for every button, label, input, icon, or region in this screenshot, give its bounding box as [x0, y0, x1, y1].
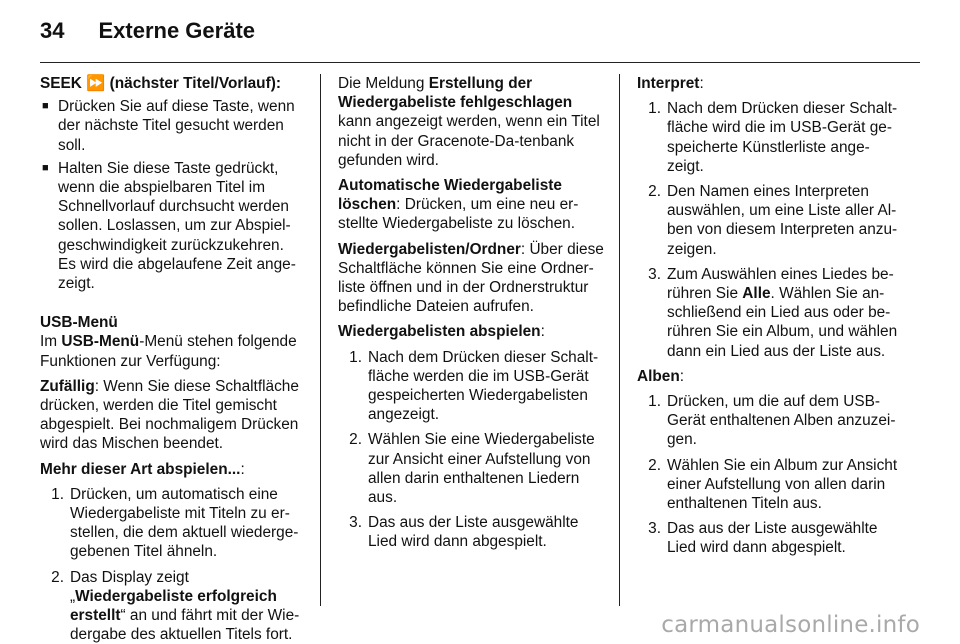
list-item: [40, 485, 302, 562]
list-item: [338, 430, 604, 507]
failure-message-term: Erstellung der Wiedergabeliste fehlgeschlagen: [338, 75, 573, 112]
list-text: Wählen Sie eine Wiedergabeliste zur Ansicht einer Aufstellung von allen darin enthaltenen Liedern aus.: [368, 431, 595, 507]
list-text: Nach dem Drücken dieser Schalt-fläche wird die im USB-Gerät ge-speicherte Künstlerliste ange-zeigt.: [667, 100, 898, 175]
seek-heading: SEEK ⏩ (nächster Titel/Vorlauf):: [40, 75, 281, 92]
list-item: [338, 348, 604, 425]
list-item: [40, 568, 302, 644]
auto-delete-label: Automatische Wiedergabeliste löschen: [338, 177, 562, 214]
list-number: 2.: [51, 568, 64, 586]
paragraph-text: kann angezeigt werden, wenn ein Titel nicht in der Gracenote-Da-tenbank gefunden wird.: [338, 113, 600, 169]
list-number: 1.: [349, 348, 362, 366]
column-1: [40, 74, 302, 644]
bullet-marker: ■: [42, 161, 49, 174]
zufaellig-text: : Wenn Sie diese Schaltfläche drücken, werden die Titel gemischt abgespielt. Bei nochmaligem Drücken wird das Mischen beendet.: [40, 377, 299, 453]
list-number: 1.: [648, 100, 661, 118]
alben-heading: [637, 367, 903, 386]
bullet-item: [40, 159, 302, 293]
column-3: [637, 74, 903, 558]
folders-label: Wiedergabelisten/Ordner: [338, 240, 521, 258]
usb-intro-rest: -Menü stehen folgende Funktionen zur Verfügung:: [40, 333, 297, 370]
alle-term: Alle: [742, 285, 771, 303]
bullet-marker: ■: [42, 100, 49, 113]
mehr-heading: [40, 460, 302, 479]
auto-delete-paragraph: [338, 176, 604, 234]
list-item: [637, 99, 903, 176]
header-rule: [40, 62, 920, 63]
page-header: [40, 18, 255, 50]
list-number: 1.: [51, 485, 64, 503]
list-number: 2.: [349, 431, 362, 449]
page-number: 34: [40, 18, 65, 43]
bullet-item: [40, 97, 302, 155]
playlists-colon: :: [540, 323, 545, 341]
usb-intro-text: Im: [40, 333, 62, 351]
alben-label: Alben: [637, 367, 680, 385]
bullet-text: Drücken Sie auf diese Taste, wenn der nächste Titel gesucht werden soll.: [58, 98, 295, 154]
interpret-label: Interpret: [637, 75, 700, 92]
list-item: [637, 182, 903, 259]
interpret-colon: :: [699, 75, 704, 92]
auto-delete-text: : Drücken, um eine neu er-stellte Wiedergabeliste zu löschen.: [338, 196, 579, 233]
mehr-label: Mehr dieser Art abspielen...: [40, 460, 241, 478]
column-2: [338, 74, 604, 552]
folders-paragraph: [338, 240, 604, 317]
interpret-heading: [637, 74, 903, 93]
list-item: [338, 513, 604, 551]
list-number: 2.: [648, 183, 661, 201]
folders-text: : Über diese Schaltfläche können Sie eine Ordner-liste öffnen und in der Ordnerstruktur befindliche Dateien aufrufen.: [338, 240, 604, 316]
list-number: 3.: [648, 520, 661, 538]
list-text: Drücken, um die auf dem USB-Gerät enthaltenen Alben anzuzei-gen.: [667, 393, 896, 449]
playlists-heading: [338, 322, 604, 341]
column-divider-2: [619, 74, 620, 606]
list-number: 2.: [648, 456, 661, 474]
bullet-text: Halten Sie diese Taste gedrückt, wenn die abspielbaren Titel im Schnellvorlauf durchsucht werden sollen. Loslassen, um zur Abspiel-geschwindigkeit zurückzukehren. Es wird die abgelaufene Zeit ange-zeigt.: [58, 159, 296, 293]
list-text-part: “ an und fährt mit der Wie-dergabe des aktuellen Titels fort.: [70, 607, 300, 644]
paragraph-text: Die Meldung: [338, 75, 429, 92]
list-text: Drücken, um automatisch eine Wiedergabeliste mit Titeln zu er-stellen, die dem aktuell wiederge-gebenen Titel ähneln.: [70, 485, 299, 561]
list-number: 3.: [349, 514, 362, 532]
list-text-part: . Wählen Sie an-schließend ein Lied aus oder be-rühren Sie ein Album, und wählen dann ein Lied aus der Liste aus.: [667, 285, 898, 360]
list-text: Wählen Sie ein Album zur Ansicht einer Aufstellung von allen darin enthaltenen Titeln aus.: [667, 456, 898, 513]
list-text: [70, 568, 302, 644]
message-term: Wiedergabeliste erfolgreich erstellt: [70, 587, 277, 625]
watermark: carmanualsonline.info: [661, 612, 920, 638]
list-text: Den Namen eines Interpreten auswählen, um eine Liste aller Al-ben von diesem Interpreten anzu-zeigen.: [667, 183, 898, 258]
list-item: [637, 265, 903, 361]
playlists-label: Wiedergabelisten abspielen: [338, 323, 541, 341]
alben-colon: :: [679, 367, 685, 385]
list-text-part: Zum Auswählen eines Liedes be-rühren Sie: [667, 265, 894, 303]
usb-menu-term: USB-Menü: [61, 333, 140, 351]
list-text: [667, 265, 903, 361]
page-title: Externe Geräte: [98, 18, 256, 43]
column-divider-1: [320, 74, 321, 606]
zufaellig-label: Zufällig: [40, 377, 95, 395]
failure-message-paragraph: [338, 74, 604, 170]
list-item: [637, 392, 903, 450]
list-text: Das aus der Liste ausgewählte Lied wird dann abgespielt.: [667, 520, 878, 557]
list-number: 1.: [648, 393, 661, 411]
zufaellig-paragraph: [40, 377, 302, 454]
mehr-colon: :: [240, 460, 245, 478]
list-number: 3.: [648, 265, 661, 283]
list-text-part: Das Display zeigt „: [70, 568, 189, 605]
usb-heading: USB-Menü: [40, 314, 118, 332]
list-item: [637, 519, 903, 557]
list-text: Das aus der Liste ausgewählte Lied wird dann abgespielt.: [368, 514, 579, 551]
usb-intro: [40, 332, 302, 370]
list-text: Nach dem Drücken dieser Schalt-fläche werden die im USB-Gerät gespeicherten Wiedergabelisten angezeigt.: [368, 348, 599, 424]
list-item: [637, 456, 903, 514]
